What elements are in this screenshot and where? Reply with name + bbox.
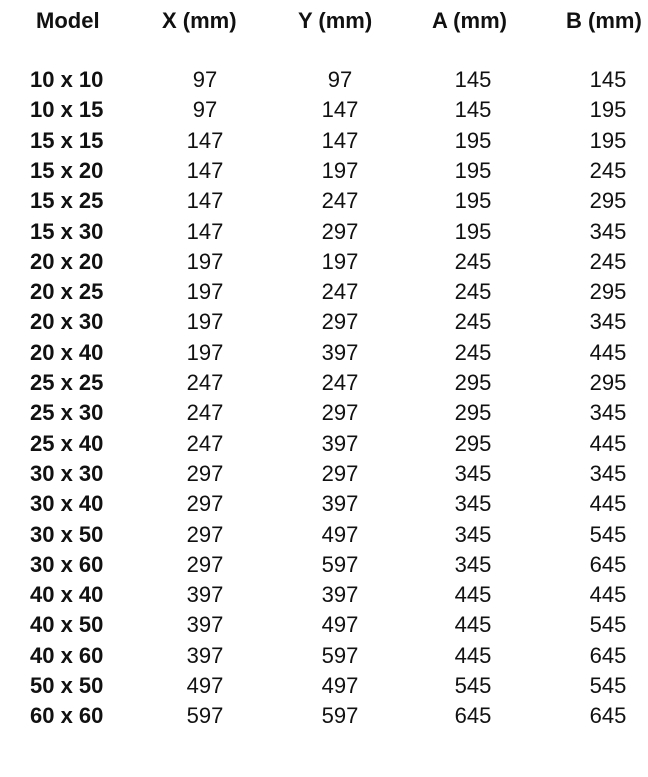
model-cell: 10 x 10 (30, 67, 104, 92)
a-cell: 245 (454, 248, 492, 274)
model-cell: 30 x 30 (30, 460, 104, 486)
x-cell: 397 (186, 612, 224, 638)
y-cell: 397 (321, 491, 359, 517)
model-cell: 50 x 50 (30, 673, 104, 698)
a-cell: 245 (454, 309, 492, 335)
b-cell: 545 (589, 521, 627, 547)
x-cell: 197 (186, 339, 224, 365)
model-cell: 15 x 15 (30, 127, 104, 153)
b-cell: 295 (589, 279, 627, 305)
a-cell: 245 (454, 339, 492, 365)
x-cell: 97 (192, 97, 218, 123)
x-cell: 147 (186, 188, 224, 214)
b-cell: 345 (589, 400, 627, 426)
y-cell: 197 (321, 248, 359, 274)
b-cell: 545 (589, 612, 627, 638)
x-cell: 397 (186, 642, 224, 668)
y-cell: 597 (321, 703, 359, 729)
b-cell: 645 (589, 642, 627, 668)
a-cell: 445 (454, 642, 492, 668)
b-cell: 245 (589, 248, 627, 274)
x-cell: 97 (192, 67, 218, 92)
y-cell: 97 (327, 67, 353, 92)
a-cell: 295 (454, 430, 492, 456)
x-cell: 397 (186, 582, 224, 608)
x-cell: 197 (186, 248, 224, 274)
b-cell: 295 (589, 188, 627, 214)
x-cell: 297 (186, 551, 224, 577)
a-cell: 195 (454, 188, 492, 214)
y-cell: 147 (321, 127, 359, 153)
b-cell: 195 (589, 127, 627, 153)
b-cell: 345 (589, 218, 627, 244)
a-cell: 345 (454, 460, 492, 486)
b-cell: 645 (589, 551, 627, 577)
y-cell: 247 (321, 188, 359, 214)
b-cell: 345 (589, 309, 627, 335)
model-cell: 15 x 25 (30, 188, 104, 214)
a-cell: 545 (454, 673, 492, 698)
a-cell: 445 (454, 582, 492, 608)
a-cell: 145 (454, 97, 492, 123)
header-y: Y (mm) (298, 8, 373, 33)
model-cell: 15 x 30 (30, 218, 104, 244)
model-cell: 20 x 40 (30, 339, 104, 365)
model-cell: 30 x 50 (30, 521, 104, 547)
a-cell: 195 (454, 127, 492, 153)
x-cell: 147 (186, 127, 224, 153)
b-cell: 145 (589, 67, 627, 92)
model-cell: 25 x 25 (30, 370, 104, 395)
model-cell: 60 x 60 (30, 703, 104, 729)
model-cell: 20 x 20 (30, 248, 104, 274)
a-cell: 345 (454, 491, 492, 517)
a-cell: 445 (454, 612, 492, 638)
a-cell: 295 (454, 400, 492, 426)
model-cell: 40 x 60 (30, 642, 104, 668)
y-cell: 297 (321, 309, 359, 335)
y-cell: 497 (321, 673, 359, 698)
header-b: B (mm) (566, 8, 642, 33)
x-cell: 147 (186, 157, 224, 183)
a-cell: 195 (454, 157, 492, 183)
a-cell: 345 (454, 521, 492, 547)
model-cell: 25 x 30 (30, 400, 104, 426)
model-cell: 30 x 40 (30, 491, 104, 517)
model-cell: 10 x 15 (30, 97, 104, 123)
a-cell: 645 (454, 703, 492, 729)
header-a: A (mm) (432, 8, 507, 33)
x-cell: 297 (186, 460, 224, 486)
x-cell: 197 (186, 279, 224, 305)
x-cell: 247 (186, 400, 224, 426)
y-cell: 197 (321, 157, 359, 183)
y-cell: 497 (321, 521, 359, 547)
y-cell: 297 (321, 218, 359, 244)
y-cell: 297 (321, 460, 359, 486)
model-cell: 40 x 40 (30, 582, 104, 608)
a-cell: 195 (454, 218, 492, 244)
y-cell: 147 (321, 97, 359, 123)
model-cell: 25 x 40 (30, 430, 104, 456)
b-cell: 445 (589, 582, 627, 608)
y-cell: 597 (321, 642, 359, 668)
y-cell: 297 (321, 400, 359, 426)
x-cell: 597 (186, 703, 224, 729)
x-cell: 497 (186, 673, 224, 698)
model-cell: 20 x 25 (30, 279, 104, 305)
b-cell: 545 (589, 673, 627, 698)
y-cell: 597 (321, 551, 359, 577)
y-cell: 247 (321, 370, 359, 395)
model-cell: 15 x 20 (30, 157, 104, 183)
b-cell: 645 (589, 703, 627, 729)
a-cell: 345 (454, 551, 492, 577)
y-cell: 397 (321, 430, 359, 456)
a-cell: 295 (454, 370, 492, 395)
x-cell: 297 (186, 521, 224, 547)
b-cell: 445 (589, 339, 627, 365)
x-cell: 247 (186, 430, 224, 456)
header-model: Model (36, 8, 100, 33)
b-cell: 445 (589, 491, 627, 517)
y-cell: 397 (321, 582, 359, 608)
y-cell: 497 (321, 612, 359, 638)
y-cell: 397 (321, 339, 359, 365)
x-cell: 297 (186, 491, 224, 517)
x-cell: 247 (186, 370, 224, 395)
a-cell: 145 (454, 67, 492, 92)
header-x: X (mm) (162, 8, 237, 33)
b-cell: 295 (589, 370, 627, 395)
model-cell: 30 x 60 (30, 551, 104, 577)
model-cell: 20 x 30 (30, 309, 104, 335)
b-cell: 245 (589, 157, 627, 183)
b-cell: 345 (589, 460, 627, 486)
b-cell: 445 (589, 430, 627, 456)
b-cell: 195 (589, 97, 627, 123)
x-cell: 147 (186, 218, 224, 244)
a-cell: 245 (454, 279, 492, 305)
x-cell: 197 (186, 309, 224, 335)
y-cell: 247 (321, 279, 359, 305)
model-cell: 40 x 50 (30, 612, 104, 638)
